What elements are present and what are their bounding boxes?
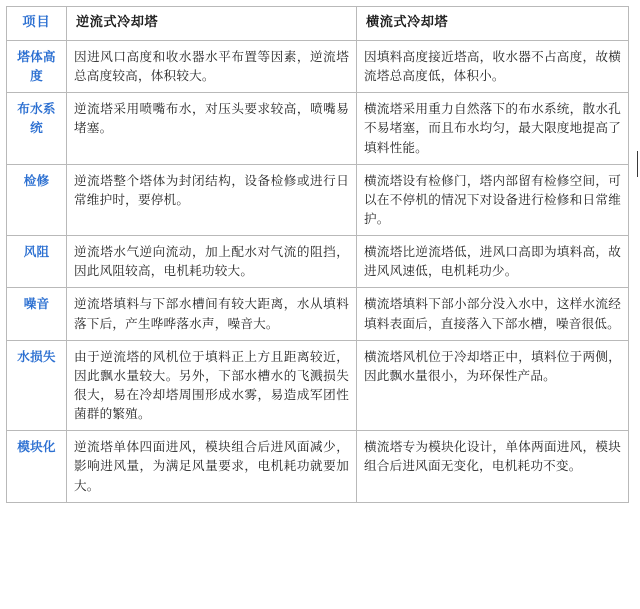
comparison-table: [6, 6, 629, 503]
table-body: [7, 7, 629, 503]
row-label-maintenance: 检修: [7, 164, 67, 235]
column-header-crossflow: 横流式冷却塔: [357, 7, 629, 41]
row-crossflow-noise: 横流塔填料下部小部分没入水中，这样水流经填料表面后，直接落入下部水槽，噪音很低。: [357, 288, 629, 340]
table-row: [7, 236, 629, 288]
row-crossflow-maintenance: 横流塔设有检修门，塔内部留有检修空间，可以在不停机的情况下对设备进行检修和日常维护。: [357, 164, 629, 235]
row-counterflow-maintenance: 逆流塔整个塔体为封闭结构，设备检修或进行日常维护时，要停机。: [67, 164, 357, 235]
row-crossflow-water-loss: 横流塔风机位于冷却塔正中，填料位于两侧，因此飘水量很小，为环保性产品。: [357, 340, 629, 431]
row-counterflow-noise: 逆流塔填料与下部水槽间有较大距离，水从填料落下后，产生哗哗落水声，噪音大。: [67, 288, 357, 340]
table-header-row: [7, 7, 629, 41]
table-row: [7, 431, 629, 502]
page-edge-mark: [637, 151, 638, 177]
row-counterflow-water-distribution: 逆流塔采用喷嘴布水，对压头要求较高，喷嘴易堵塞。: [67, 93, 357, 164]
document-page: [0, 6, 640, 609]
row-label-tower-height: 塔体高度: [7, 41, 67, 93]
table-row: [7, 93, 629, 164]
row-label-air-resistance: 风阻: [7, 236, 67, 288]
row-label-water-loss: 水损失: [7, 340, 67, 431]
row-crossflow-air-resistance: 横流塔比逆流塔低，进风口高即为填料高，故进风风速低，电机耗功少。: [357, 236, 629, 288]
row-label-noise: 噪音: [7, 288, 67, 340]
table-row: [7, 340, 629, 431]
table-row: [7, 288, 629, 340]
row-crossflow-modularization: 横流塔专为模块化设计，单体两面进风，模块组合后进风面无变化，电机耗功不变。: [357, 431, 629, 502]
row-counterflow-tower-height: 因进风口高度和收水器水平布置等因素，逆流塔总高度较高，体积较大。: [67, 41, 357, 93]
row-counterflow-modularization: 逆流塔单体四面进风，模块组合后进风面减少，影响进风量，为满足风量要求，电机耗功就要加大。: [67, 431, 357, 502]
column-header-counterflow: 逆流式冷却塔: [67, 7, 357, 41]
column-header-category: 项目: [7, 7, 67, 41]
row-crossflow-tower-height: 因填料高度接近塔高，收水器不占高度，故横流塔总高度低，体积小。: [357, 41, 629, 93]
row-label-water-distribution: 布水系统: [7, 93, 67, 164]
row-label-modularization: 模块化: [7, 431, 67, 502]
row-counterflow-water-loss: 由于逆流塔的风机位于填料正上方且距离较近，因此飘水量较大。另外，下部水槽水的飞溅损失很大，易在冷却塔周围形成水雾，易造成军团性菌群的繁殖。: [67, 340, 357, 431]
table-row: [7, 164, 629, 235]
row-crossflow-water-distribution: 横流塔采用重力自然落下的布水系统，散水孔不易堵塞，而且布水均匀，最大限度地提高了填料性能。: [357, 93, 629, 164]
table-row: [7, 41, 629, 93]
row-counterflow-air-resistance: 逆流塔水气逆向流动，加上配水对气流的阻挡，因此风阻较高，电机耗功较大。: [67, 236, 357, 288]
